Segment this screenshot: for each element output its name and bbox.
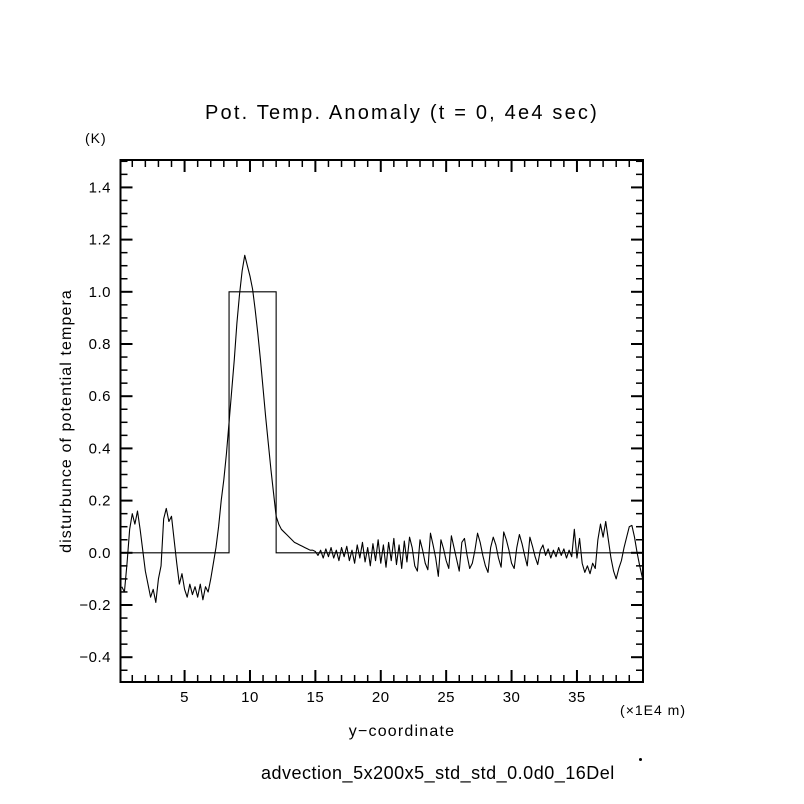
reference-square-wave xyxy=(121,292,644,553)
y-tick-label: 0.2 xyxy=(88,492,111,510)
x-axis-title: y−coordinate xyxy=(348,723,456,740)
x-tick-label: 35 xyxy=(568,689,586,706)
y-tick-label: −0.2 xyxy=(79,597,111,615)
y-tick-label: 1.4 xyxy=(88,179,111,197)
y-axis-title: disturbunce of potential tempera xyxy=(58,289,75,553)
y-tick-label: 1.0 xyxy=(88,283,111,301)
stray-dot xyxy=(639,758,642,761)
y-axis-unit-label: (K) xyxy=(85,130,107,146)
x-tick-label: 15 xyxy=(306,689,325,706)
y-tick-label: 0.6 xyxy=(88,388,111,406)
y-tick-label: 0.8 xyxy=(88,336,111,354)
x-tick-label: 5 xyxy=(180,689,190,706)
x-tick-label: 10 xyxy=(241,689,259,706)
run-id-caption: advection_5x200x5_std_std_0.0d0_16Del xyxy=(261,763,615,783)
x-tick-label: 30 xyxy=(502,689,521,706)
model-solution-curve xyxy=(122,255,643,602)
y-tick-label: 0.4 xyxy=(88,440,111,458)
x-tick-label: 20 xyxy=(371,689,390,706)
chart-title: Pot. Temp. Anomaly (t = 0, 4e4 sec) xyxy=(204,102,599,124)
y-tick-label: 0.0 xyxy=(88,544,111,562)
x-axis-unit-label: (×1E4 m) xyxy=(620,702,686,718)
plot-box xyxy=(121,160,644,682)
y-tick-label: −0.4 xyxy=(79,649,111,667)
y-tick-label: 1.2 xyxy=(88,231,111,249)
x-tick-label: 25 xyxy=(437,689,456,706)
